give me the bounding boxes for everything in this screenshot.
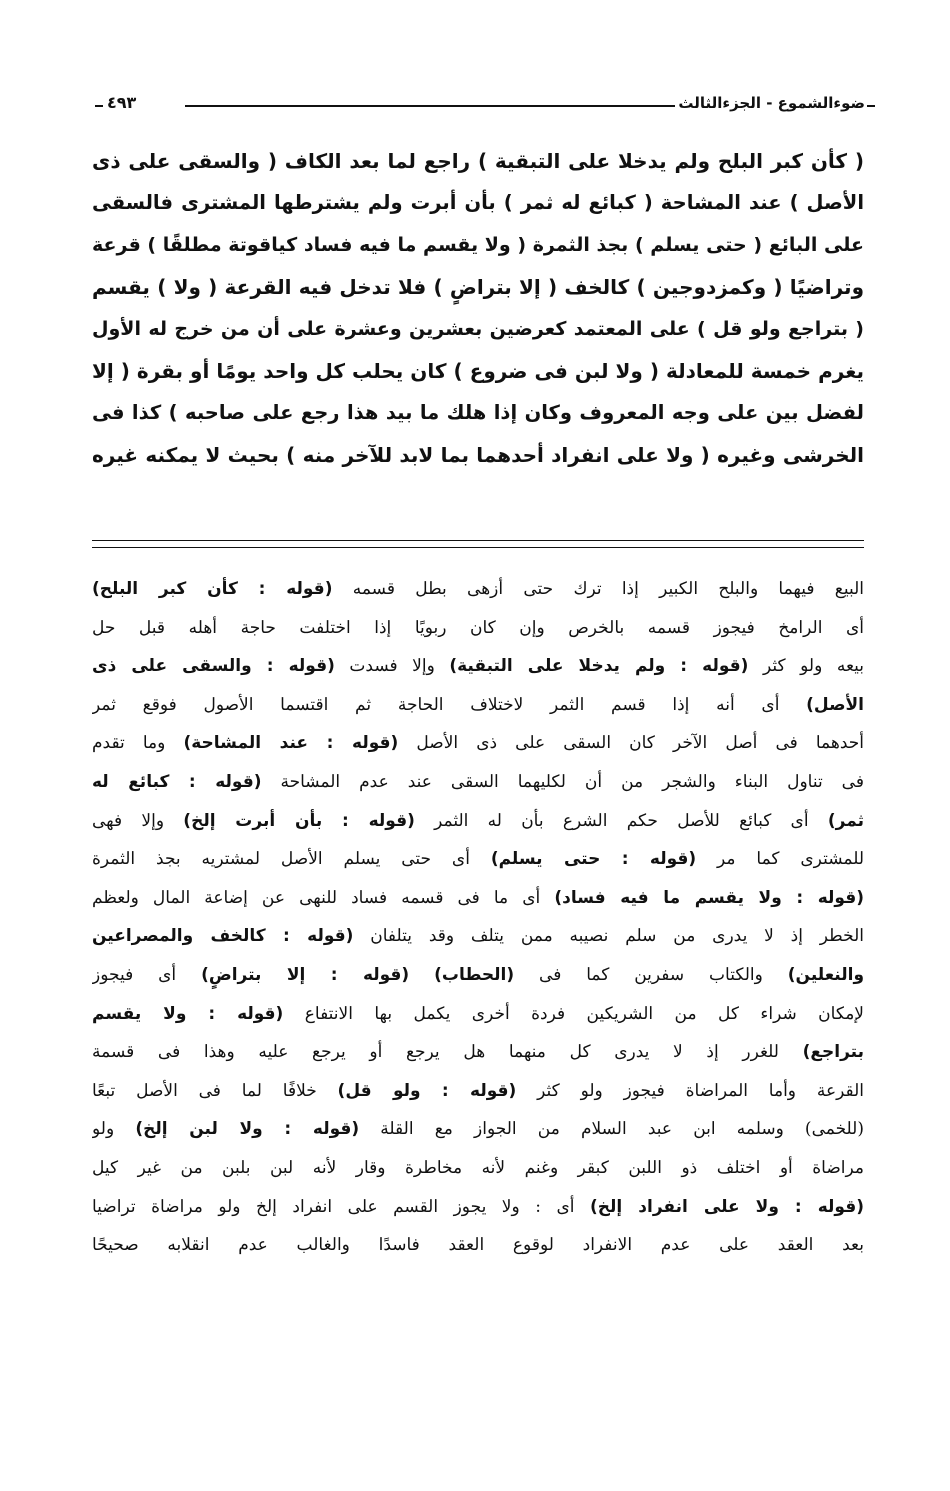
commentary-quote-bold: الأصل) [806, 694, 864, 715]
commentary-line [92, 1188, 864, 1227]
commentary-text: ولو [92, 1119, 136, 1140]
header-dash-right [867, 105, 875, 107]
commentary-text: خلافًا لما فى الأصل تبعًا [92, 1080, 338, 1101]
page-number: ٤٩٣ [107, 93, 137, 112]
commentary-text: والكتاب سفرين كما فى [514, 964, 788, 985]
main-text-line: يغرم خمسة للمعادلة ( ولا لبن فى ضروع ) كان يحلب كل واحد يومًا أو بقرة ( إلا [92, 359, 864, 383]
main-text-line: وتراضيًا ( وكمزدوجين ) كالخف ( إلا بتراضٍ ) فلا تدخل فيه القرعة ( ولا ) يقسم [92, 275, 864, 299]
commentary-text: القرعة وأما المراضاة فيجوز ولو كثر [516, 1080, 864, 1101]
commentary-quote-bold: (قوله : ولو قل) [337, 1080, 517, 1101]
commentary-text: أى ما فى قسمه فساد للنهى عن إضاعة المال ولعظم [92, 887, 555, 908]
main-text-line: ( بتراجع ولو قل ) على المعتمد كعرضين بعشرين وعشرة على أن من خرج له الأول [92, 318, 864, 340]
commentary-quote-bold: (قوله : ولا على انفراد إلخ) [590, 1196, 864, 1217]
commentary-text: فى تناول البناء والشجر من أن لكليهما السقى عند عدم المشاحة [261, 771, 864, 792]
commentary-text: وإلا فسدت [334, 656, 450, 677]
commentary-text: الخطر إذ لا يدرى من سلم نصيبه ممن يتلف وقد يتلفان [353, 926, 864, 947]
commentary-quote-bold: (قوله : والسقى على ذى [92, 656, 335, 677]
commentary-quote-bold: (الحطاب) [434, 964, 515, 985]
commentary-quote-bold: (قوله : ولم يدخلا على التبقية) [449, 656, 749, 677]
commentary-text: للغرر إذ لا يدرى كل منهما هل يرجع أو يرجع عليه وهذا فى قسمة [92, 1042, 803, 1063]
commentary-text: أى حتى يسلم الأصل لمشتريه بجذ الثمرة [92, 849, 491, 870]
commentary-line [92, 686, 864, 725]
commentary-quote-bold: (قوله : ولا لبن إلخ) [135, 1119, 360, 1140]
commentary-line [92, 570, 864, 609]
commentary-quote-bold: (قوله : ولا يقسم ما فيه فساد) [554, 887, 864, 908]
commentary-quote-bold: (قوله : حتى يسلم) [490, 849, 697, 870]
main-text-line: على البائع ( حتى يسلم ) بجذ الثمرة ( ولا يقسم ما فيه فساد كياقوتة مطلقًا ) قرعة [92, 234, 864, 256]
commentary-line [92, 1033, 864, 1072]
commentary-line [92, 609, 864, 648]
commentary-line [92, 917, 864, 956]
commentary-line [92, 1149, 864, 1188]
commentary-text: للمشترى كما مر [696, 849, 864, 870]
commentary-quote-bold: والنعلين) [787, 964, 864, 985]
commentary-quote-bold: (قوله : كالخف والمصراعين [92, 926, 354, 947]
commentary-line [92, 763, 864, 802]
main-text-line: ( كأن كبر البلح ولم يدخلا على التبقية ) راجع لما بعد الكاف ( والسقى على ذى [92, 149, 864, 173]
header-rule [185, 105, 675, 107]
commentary-quote-bold: (قوله : إلا بتراضٍ) [201, 964, 410, 985]
commentary-text: أى أنه إذا قسم الثمر لاختلاف الحاجة ثم اقتسما الأصول فوقع ثمر [92, 694, 807, 715]
commentary-line [92, 1072, 864, 1111]
commentary-text: أى : ولا يجوز القسم على انفراد إلخ ولو مراضاة تراضيا [92, 1196, 591, 1217]
commentary-line [92, 1226, 864, 1265]
header-dash-left [95, 105, 103, 107]
commentary-quote-bold: (قوله : بأن أبرت إلخ) [183, 810, 415, 831]
commentary-quote-bold: (قوله : كبائع له [92, 771, 262, 792]
running-header [95, 84, 865, 124]
commentary-line [92, 647, 864, 686]
main-text-line: الخرشى وغيره ( ولا على انفراد أحدهما بما لابد للآخر منه ) بحيث لا يمكنه غيره [92, 443, 864, 467]
commentary-block [92, 570, 864, 1265]
commentary-quote-bold: بتراجع) [802, 1042, 864, 1063]
commentary-text: البيع فيهما والبلح الكبير إذا ترك حتى أزهى بطل قسمه [332, 579, 864, 599]
main-text-line: لفضل بين على وجه المعروف وكان إذا هلك ما بيد هذا رجع على صاحبه ) كذا فى [92, 401, 864, 424]
text-separator-rule [92, 540, 864, 548]
commentary-text: بعد العقد على عدم الانفراد لوقوع العقد فاسدًا والغالب عدم انقلابه صحيحًا [92, 1235, 864, 1256]
commentary-line [92, 879, 864, 918]
commentary-line [92, 724, 864, 763]
commentary-text: أى الرامخ فيجوز قسمه بالخرص وإن كان ربويًا إذا اختلفت حاجة أهله قبل حل [92, 617, 864, 638]
commentary-text: مراضاة أو اختلف ذو اللبن كبقر وغنم لأنه مخاطرة وقار لأنه لبن بلبن من غير كيل [92, 1157, 864, 1178]
commentary-text: أحدهما فى أصل الآخر كان السقى على ذى الأصل [398, 733, 864, 754]
commentary-line [92, 802, 864, 841]
commentary-text: وإلا فهى [92, 810, 184, 831]
commentary-line [92, 956, 864, 995]
main-text-block [92, 140, 864, 476]
commentary-text [409, 965, 434, 985]
commentary-text: (للخمى) وسلمه ابن عبد السلام من الجواز مع القلة [359, 1119, 864, 1140]
header-title: ضوءالشموع - الجزءالثالث [678, 94, 865, 112]
commentary-text: بيعه ولو كثر [748, 656, 864, 677]
commentary-quote-bold: (قوله : عند المشاحة) [183, 733, 399, 754]
commentary-text: وما تقدم [92, 733, 184, 754]
main-text-line: الأصل ) عند المشاحة ( كبائع له ثمر ) بأن أبرت ولم يشترطها المشترى فالسقى [92, 191, 864, 214]
commentary-quote-bold: (قوله : كأن كبر البلح) [92, 579, 333, 599]
commentary-line [92, 995, 864, 1034]
commentary-quote-bold: (قوله : ولا يقسم [92, 1003, 284, 1024]
commentary-line [92, 1110, 864, 1149]
commentary-text: لإمكان شراء كل من الشريكين فردة أخرى يكمل بها الانتفاع [283, 1003, 864, 1024]
commentary-line [92, 840, 864, 879]
commentary-quote-bold: ثمر) [827, 810, 864, 831]
commentary-text: أى كبائع للأصل حكم الشرع بأن له الثمر [414, 810, 828, 831]
commentary-text: أى فيجوز [92, 964, 202, 985]
